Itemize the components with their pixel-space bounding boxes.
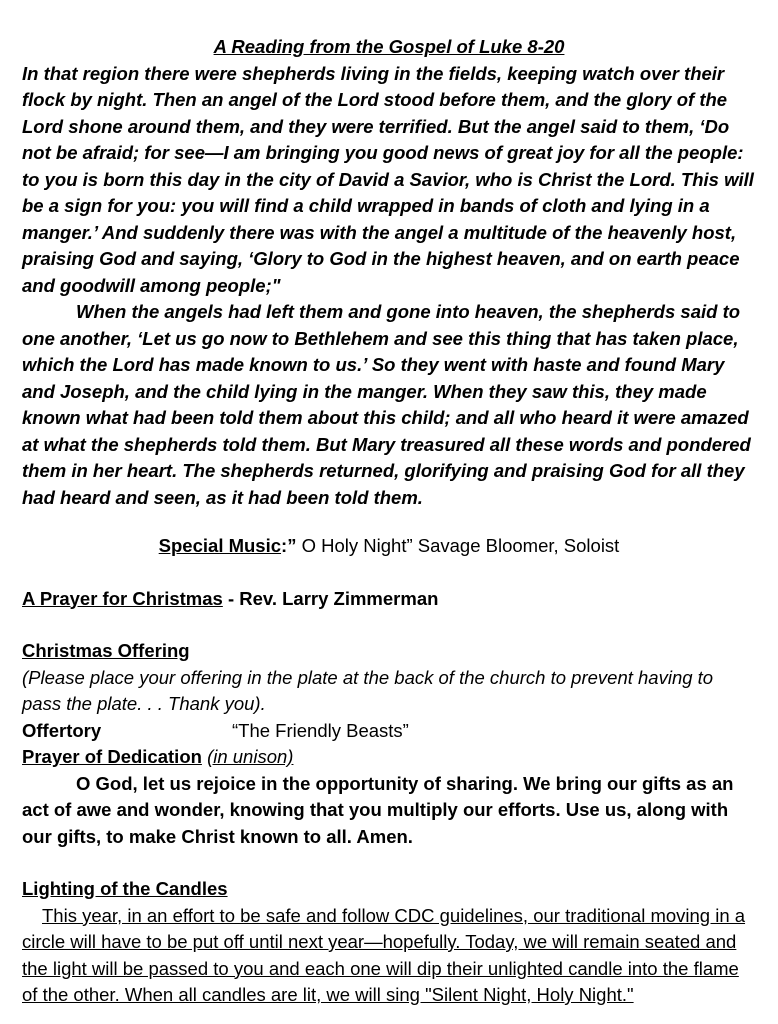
reading-title: A Reading from the Gospel of Luke 8-20 [213,36,565,57]
special-music-line [22,533,756,560]
special-music-details: O Holy Night” Savage Bloomer, Soloist [296,535,620,556]
reading-paragraph-1: In that region there were shepherds living in the fields, keeping watch over their flock by night. Then an angel of the Lord stood before them, and the glory of the Lord shone around them, and they were terrified. But the angel said to them, ‘Do not be afraid; for see—I am bringing you good news of great joy for all the people: to you is born this day in the city of David a Savior, who is Christ the Lord. This will be a sign for you: you will find a child wrapped in bands of cloth and lying in a manger.’ And suddenly there was with the angel a multitude of the heavenly host, praising God and saying, ‘Glory to God in the highest heaven, and on earth peace and goodwill among people;" [22,62,754,296]
candles-heading: Lighting of the Candles [22,878,228,899]
special-music-label: Special Music [158,535,282,556]
offering-heading: Christmas Offering [22,640,190,661]
offertory-label: Offertory [22,719,102,741]
offertory-title: “The Friendly Beasts” [232,719,409,741]
offering-note: (Please place your offering in the plate at the back of the church to prevent having to pass the plate. . . Thank you). [22,666,714,714]
prayer-christmas-label: A Prayer for Christmas [22,587,223,609]
dedication-unison: (in unison) [207,746,294,767]
candles-text: This year, in an effort to be safe and follow CDC guidelines, our traditional moving in a circle will have to be put off until next year—hopefully. Today, we will remain seated and the light will be passed to you and each one will dip their unlighted candle into the flame of the other. When all candles are lit, we will sing "Silent Night, Holy Night." [22,904,746,1005]
reading-paragraph-2: When the angels had left them and gone into heaven, the shepherds said to one another, ‘Let us go now to Bethlehem and see this thing that has taken place, which the Lord has made known to us.’ So they went with haste and found Mary and Joseph, and the child lying in the manger. When they saw this, they made known what had been told them about this child; and all who heard it were amazed at what the shepherds told them. But Mary treasured all these words and pondered them in her heart. The shepherds returned, glorifying and praising God for all they had heard and seen, as it had been told them. [22,301,751,508]
prayer-christmas-leader: - Rev. Larry Zimmerman [222,587,439,609]
offertory-row [22,718,756,745]
special-music-colon: :” [281,535,297,556]
prayer-christmas-line [22,586,756,613]
dedication-heading-line [22,744,756,771]
dedication-text: O God, let us rejoice in the opportunity of sharing. We bring our gifts as an act of awe and wonder, knowing that you multiply our efforts. Use us, along with our gifts, to make Christ known to all. Amen. [22,772,734,847]
dedication-heading: Prayer of Dedication [22,746,202,767]
